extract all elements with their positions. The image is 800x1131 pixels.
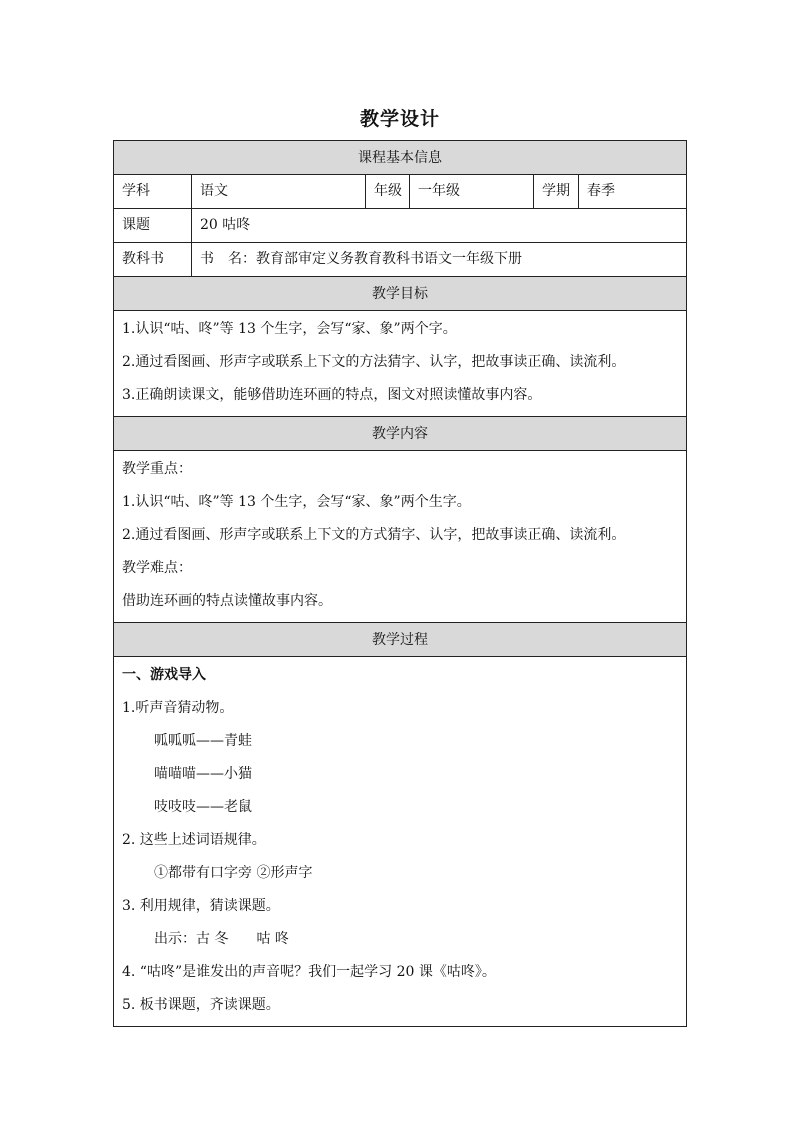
process-step: 2. 这些上述词语规律。	[122, 832, 266, 848]
subject-value: 语文	[192, 175, 366, 208]
process-step-detail: 出示：古 冬 咕 咚	[154, 931, 289, 947]
objectives-body	[114, 311, 686, 417]
subject-label: 学科	[114, 175, 192, 208]
process-step: 5. 板书课题，齐读课题。	[122, 997, 280, 1013]
key-point-item: 1.认识“咕、咚”等 13 个生字，会写“家、象”两个生字。	[122, 494, 471, 510]
lesson-row	[114, 209, 686, 243]
objectives-header: 教学目标	[114, 277, 686, 311]
process-step-detail: ①都带有口字旁 ②形声字	[154, 865, 313, 881]
content-body	[114, 451, 686, 623]
objective-item: 3.正确朗读课文，能够借助连环画的特点，图文对照读懂故事内容。	[122, 387, 542, 403]
key-points-label: 教学重点：	[122, 461, 192, 477]
difficulty-text: 借助连环画的特点读懂故事内容。	[122, 593, 332, 609]
objective-item: 2.通过看图画、形声字或联系上下文的方法猜字、认字，把故事读正确、读流利。	[122, 354, 626, 370]
textbook-label: 教科书	[114, 243, 192, 276]
textbook-value: 书 名：教育部审定义务教育教科书语文一年级下册	[200, 251, 522, 267]
difficulty-label: 教学难点：	[122, 560, 192, 576]
term-value: 春季	[587, 183, 615, 199]
process-step: 1.听声音猜动物。	[122, 700, 234, 716]
process-step-detail: 喵喵喵——小猫	[154, 766, 252, 782]
subject-row	[114, 175, 686, 209]
lesson-plan-table	[113, 140, 687, 1027]
process-body	[114, 657, 686, 1027]
process-section-title: 一、游戏导入	[122, 667, 206, 683]
grade-value: 一年级	[410, 175, 534, 208]
key-point-item: 2.通过看图画、形声字或联系上下文的方式猜字、认字，把故事读正确、读流利。	[122, 527, 626, 543]
process-step-detail: 呱呱呱——青蛙	[154, 733, 252, 749]
textbook-row	[114, 243, 686, 277]
grade-label: 年级	[366, 175, 410, 208]
lesson-value: 20 咕咚	[200, 217, 251, 233]
lesson-label: 课题	[114, 209, 192, 242]
term-label: 学期	[534, 175, 579, 208]
process-header: 教学过程	[114, 623, 686, 657]
objective-item: 1.认识“咕、咚”等 13 个生字，会写“家、象”两个字。	[122, 321, 457, 337]
process-step: 4. “咕咚”是谁发出的声音呢？我们一起学习 20 课《咕咚》。	[122, 964, 496, 980]
content-header: 教学内容	[114, 417, 686, 451]
process-step: 3. 利用规律，猜读课题。	[122, 898, 280, 914]
basic-info-header: 课程基本信息	[114, 141, 686, 175]
page-title: 教学设计	[359, 108, 440, 130]
process-step-detail: 吱吱吱——老鼠	[154, 799, 252, 815]
